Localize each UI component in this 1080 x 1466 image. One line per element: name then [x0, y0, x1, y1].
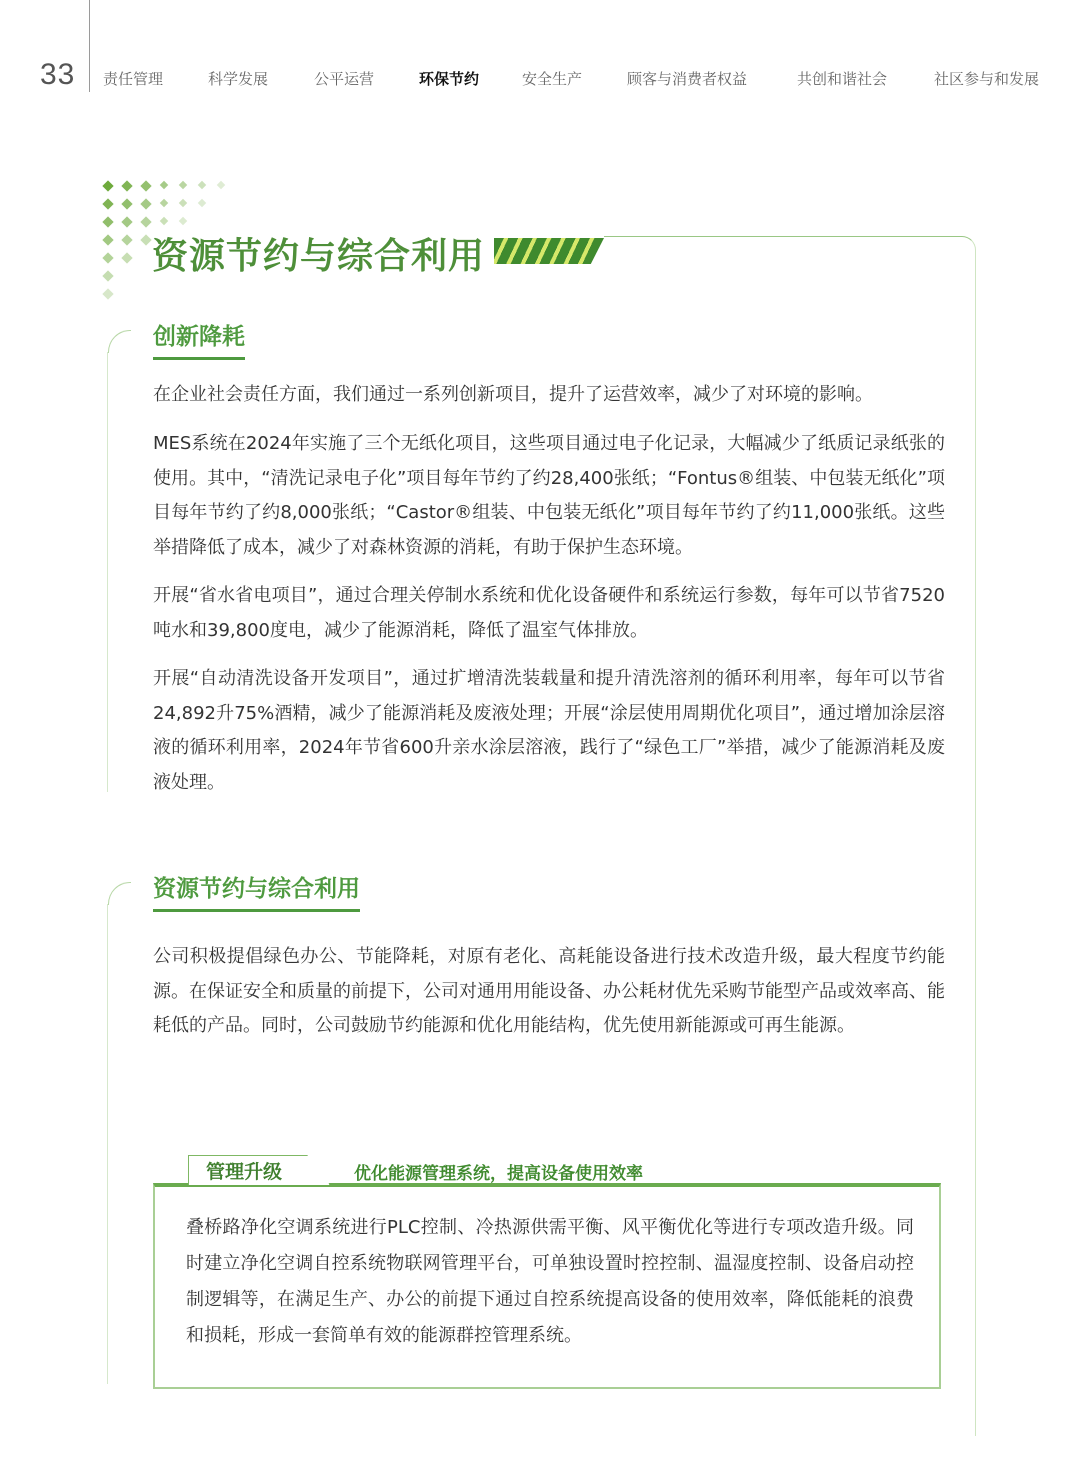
decorative-dot [198, 199, 206, 207]
decorative-dot [179, 217, 187, 225]
section-bracket [108, 330, 131, 353]
decorative-dot [160, 217, 168, 225]
nav-item-safety[interactable]: 安全生产 [522, 70, 583, 88]
nav-item-harmony[interactable]: 共创和谐社会 [797, 70, 888, 88]
decorative-dot [102, 288, 113, 299]
nav-item-community[interactable]: 社区参与和发展 [934, 70, 1040, 88]
decorative-dot [102, 252, 113, 263]
decorative-dot [179, 181, 187, 189]
paragraph: 公司积极提倡绿色办公、节能降耗，对原有老化、高耗能设备进行技术改造升级，最大程度节约能源。在保证安全和质量的前提下，公司对通用用能设备、办公耗材优先采购节能型产品或效率高、能耗低的产品。同时，公司鼓励节约能源和优化用能结构，优先使用新能源或可再生能源。 [153, 946, 945, 1036]
decorative-dot [102, 270, 113, 281]
decorative-dot [179, 199, 187, 207]
decorative-dot [121, 216, 132, 227]
section-heading-resource: 资源节约与综合利用 [153, 870, 360, 912]
page-number: 33 [40, 58, 76, 91]
nav-item-responsibility[interactable]: 责任管理 [103, 70, 164, 88]
page-number-divider [89, 0, 90, 92]
paragraph: 开展“自动清洗设备开发项目”，通过扩增清洗装载量和提升清洗溶剂的循环利用率，每年可以节省24,892升75%酒精，减少了能源消耗及废液处理；开展“涂层使用周期优化项目”，通过增加涂层溶液的循环利用率，2024年节省600升亲水涂层溶液，践行了“绿色工厂”举措，减少了能源消耗及废液处理。 [153, 668, 945, 793]
paragraph: 开展“省水省电项目”，通过合理关停制水系统和优化设备硬件和系统运行参数，每年可以节省7520吨水和39,800度电，减少了能源消耗，降低了温室气体排放。 [153, 585, 945, 641]
decorative-dot [140, 180, 151, 191]
decorative-dot [198, 181, 206, 189]
management-body: 叠桥路净化空调系统进行PLC控制、冷热源供需平衡、风平衡优化等进行专项改造升级。同时建立净化空调自控系统物联网管理平台，可单独设置时控控制、温湿度控制、设备启动控制逻辑等，在满足生产、办公的前提下通过自控系统提高设备的使用效率，降低能耗的浪费和损耗，形成一套简单有效的能源群控管理系统。 [186, 1217, 914, 1346]
page-title: 资源节约与综合利用 [152, 236, 486, 277]
paragraph: MES系统在2024年实施了三个无纸化项目，这些项目通过电子化记录，大幅减少了纸质记录纸张的使用。其中，“清洗记录电子化”项目每年节约了约28,400张纸；“Fontus®组装、中包装无纸化”项目每年节约了约8,000张纸；“Castor®组装、中包装无纸化”项目每年节约了约11,000张纸。这些举措降低了成本，减少了对森林资源的消耗，有助于保护生态环境。 [153, 433, 945, 558]
decorative-dot [102, 180, 113, 191]
decorative-dot [217, 181, 225, 189]
decorative-dot [121, 198, 132, 209]
decorative-dot [160, 199, 168, 207]
section-edge-line [107, 352, 108, 792]
title-stripe-decoration [494, 238, 604, 264]
section-edge-line [107, 904, 108, 1384]
decorative-dot [102, 234, 113, 245]
paragraph: 在企业社会责任方面，我们通过一系列创新项目，提升了运营效率，减少了对环境的影响。 [153, 384, 873, 405]
nav-item-environment[interactable]: 环保节约 [419, 70, 480, 88]
decorative-dot [102, 216, 113, 227]
nav-item-consumer-rights[interactable]: 顾客与消费者权益 [627, 70, 748, 88]
section-heading-innovation: 创新降耗 [153, 318, 245, 360]
nav-item-fair-operation[interactable]: 公平运营 [314, 70, 375, 88]
decorative-dot [121, 234, 132, 245]
decorative-dot [121, 252, 132, 263]
decorative-dot [140, 216, 151, 227]
management-subtitle: 优化能源管理系统，提高设备使用效率 [354, 1164, 643, 1184]
section-bracket [108, 882, 131, 905]
decorative-dot [140, 234, 151, 245]
management-tab-label: 管理升级 [206, 1161, 283, 1183]
nav-item-science[interactable]: 科学发展 [208, 70, 269, 88]
decorative-dot [140, 198, 151, 209]
decorative-dot [160, 181, 168, 189]
decorative-dot [121, 180, 132, 191]
decorative-dot [102, 198, 113, 209]
